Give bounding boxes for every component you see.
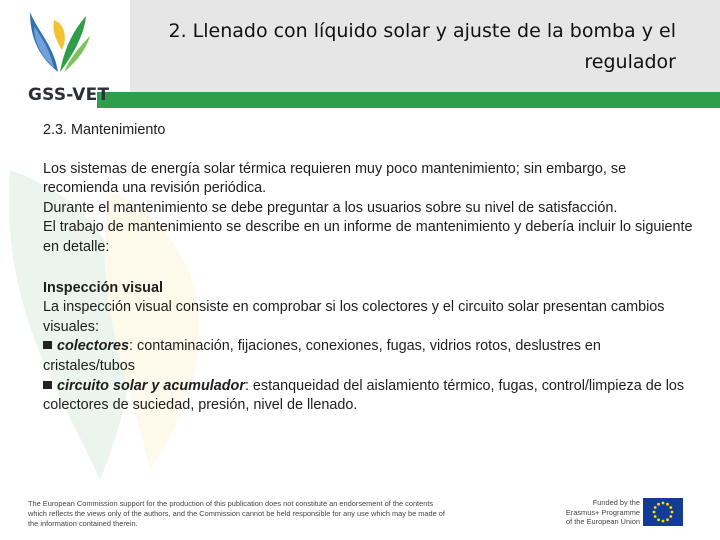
- bullet-item: [43, 337, 693, 376]
- intro-paragraph-1: Los sistemas de energía solar térmica requieren muy poco mantenimiento; sin embargo, se recomienda una revisión periódica.: [43, 160, 627, 197]
- bullet-text: : estanqueidad del aislamiento térmico, fugas, control/limpieza de los colectores de suciedad, presión, nivel de llenado.: [43, 377, 685, 414]
- slide-content: [43, 121, 693, 416]
- slide-title-line-2: regulador: [584, 51, 676, 73]
- bullet-term: colectores: [57, 338, 129, 355]
- eu-funding-line-3: of the European Union: [566, 517, 640, 527]
- bullet-item: [43, 377, 693, 416]
- header-green-stripe: [97, 92, 720, 108]
- eu-funding-label: [546, 498, 640, 527]
- bullet-term: circuito solar y acumulador: [57, 377, 245, 394]
- bullet-square-icon: [43, 341, 52, 349]
- logo-text: GSS-VET: [28, 85, 110, 105]
- section-title: 2.3. Mantenimiento: [43, 122, 166, 138]
- slide-title: [136, 16, 676, 78]
- eu-funding-line-2: Erasmus+ Programme: [565, 507, 640, 517]
- slide-title-line-1: 2. Llenado con líquido solar y ajuste de la bomba y el: [168, 20, 676, 42]
- gss-vet-logo: [14, 6, 114, 105]
- inspection-heading: Inspección visual: [43, 279, 163, 296]
- eu-disclaimer: The European Commission support for the production of this publication does not constitute an endorsement of the contents which reflects the views only of the authors, and the Commission cannot be held responsible for any use which may be made of the information contained therein.: [28, 499, 445, 529]
- leaf-logo-icon: [24, 6, 94, 76]
- eu-funding-line-1: Funded by the: [592, 498, 640, 507]
- intro-paragraph-2: Durante el mantenimiento se debe preguntar a los usuarios sobre su nivel de satisfacción.: [43, 199, 618, 216]
- inspection-text: La inspección visual consiste en comprobar si los colectores y el circuito solar presentan cambios visuales:: [43, 299, 665, 335]
- intro-paragraph-3: El trabajo de mantenimiento se describe en un informe de mantenimiento y debería incluir lo siguiente en detalle:: [43, 219, 693, 255]
- bullet-square-icon: [43, 381, 52, 389]
- bullet-text: : contaminación, fijaciones, conexiones, fugas, vidrios rotos, deslustres en cristales/tubos: [43, 338, 601, 374]
- eu-flag-icon: [643, 498, 683, 526]
